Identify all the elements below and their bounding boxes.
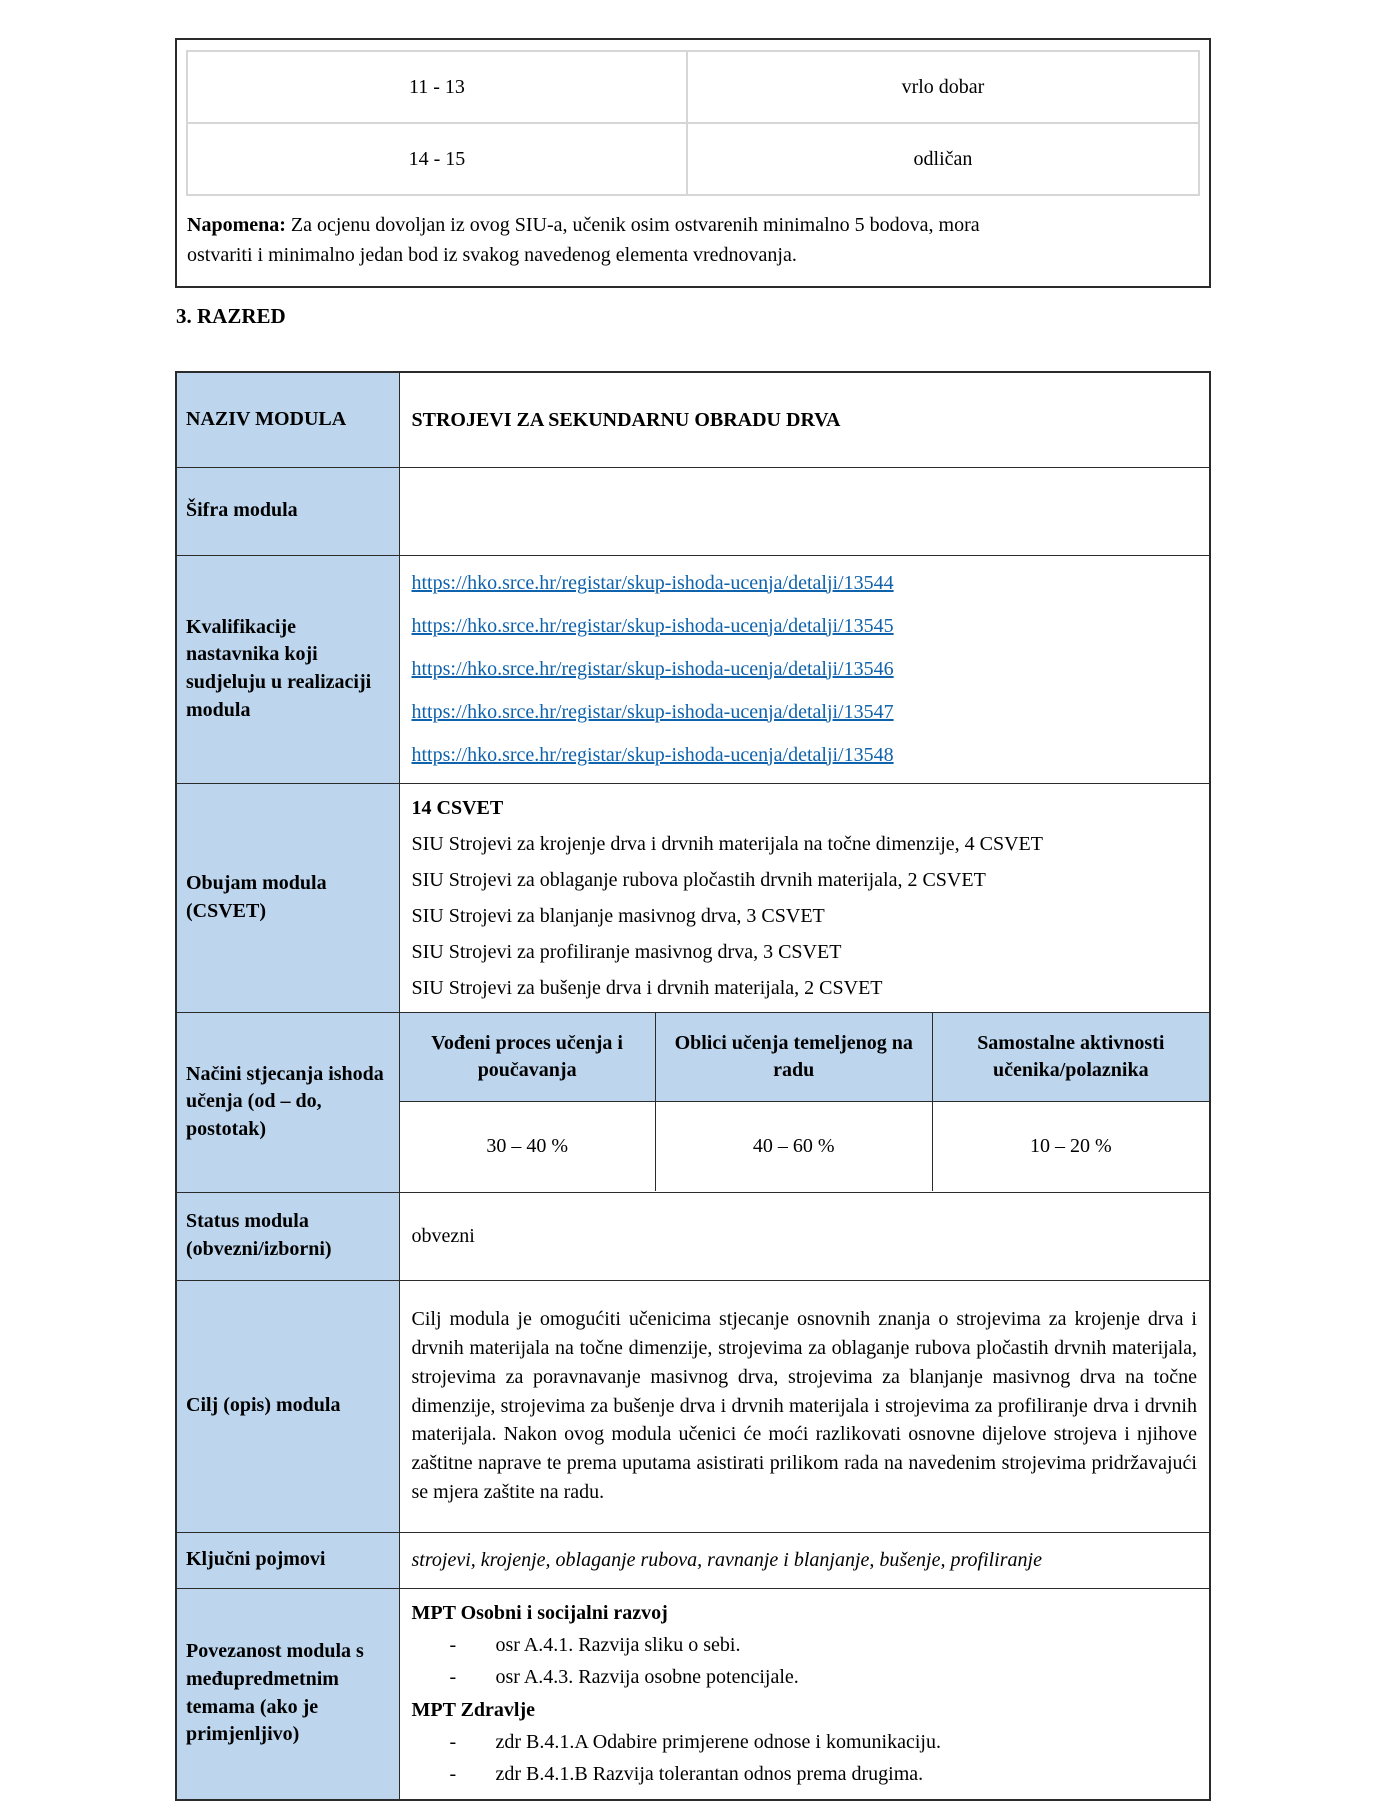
csvet-line: SIU Strojevi za oblaganje rubova pločastih drvnih materijala, 2 CSVET <box>411 868 986 891</box>
learning-modes-cell <box>399 1012 1210 1192</box>
cross-curricular-cell <box>399 1588 1210 1800</box>
csvet-line: SIU Strojevi za bušenje drva i drvnih materijala, 2 CSVET <box>411 976 883 999</box>
section-heading: 3. RAZRED <box>176 304 286 328</box>
bullet-dash: - <box>449 1633 457 1656</box>
row-label-obujam: Obujam modula (CSVET) <box>176 783 399 1012</box>
csvet-cell <box>399 783 1210 1012</box>
subtable-header-row <box>400 1013 1210 1101</box>
table-row-sifra-modula <box>176 467 1210 555</box>
csvet-line: SIU Strojevi za profiliranje masivnog drva, 3 CSVET <box>411 940 842 963</box>
module-name-value: STROJEVI ZA SEKUNDARNU OBRADU DRVA <box>399 372 1210 467</box>
learning-modes-subtable <box>400 1013 1210 1191</box>
list-item-text: zdr B.4.1.B Razvija tolerantan odnos prema drugima. <box>495 1763 924 1786</box>
table-row <box>187 123 1199 195</box>
grade-cell: vrlo dobar <box>687 51 1199 123</box>
row-label-povezanost: Povezanost modula s međupredmetnim temama (ako je primjenljivo) <box>176 1588 399 1800</box>
grade-scale-table <box>186 50 1200 196</box>
subtable-value-row <box>400 1101 1210 1191</box>
percentage-value: 10 – 20 % <box>932 1101 1209 1191</box>
hko-link[interactable]: https://hko.srce.hr/registar/skup-ishoda-ucenja/detalji/13544 <box>411 571 894 594</box>
row-label-status: Status modula (obvezni/izborni) <box>176 1192 399 1280</box>
table-row <box>187 51 1199 123</box>
table-row-status <box>176 1192 1210 1280</box>
list-item-text: zdr B.4.1.A Odabire primjerene odnose i komunikaciju. <box>495 1731 941 1754</box>
list-item <box>450 1629 1198 1661</box>
table-row-naziv-modula <box>176 372 1210 467</box>
row-label-cilj: Cilj (opis) modula <box>176 1280 399 1532</box>
goal-description: Cilj modula je omogućiti učenicima stjecanje osnovnih znanja o strojevima za krojenje drva i drvnih materijala na točne dimenzije, strojevima za oblaganje rubova pločastih drvnih materijala, strojevima za poravnavanje masivnog drva, strojevima za blanjanje masivnog drva na točne dimenzije, strojevima za bušenje drva i drvnih materijala i strojevima za profiliranje drva i drvnih materijala. Nakon ovog modula učenici će moći razlikovati osnovne dijelove strojeva i njihove zaštitne naprave te prema uputama asistirati prilikom rada na navedenim strojevima pridržavajući se mjera zaštite na radu. <box>399 1280 1210 1532</box>
list-item-text: osr A.4.1. Razvija sliku o sebi. <box>495 1633 741 1656</box>
mpt-group-heading: MPT Osobni i socijalni razvoj <box>411 1601 668 1624</box>
csvet-line: SIU Strojevi za krojenje drva i drvnih materijala na točne dimenzije, 4 CSVET <box>411 832 1043 855</box>
row-label-sifra-modula: Šifra modula <box>176 467 399 555</box>
list-item-text: osr A.4.3. Razvija osobne potencijale. <box>495 1666 799 1689</box>
note-text: Za ocjenu dovoljan iz ovog SIU-a, učenik osim ostvarenih minimalno 5 bodova, mora ostvariti i minimalno jedan bod iz svakog navedenog elementa vrednovanja. <box>187 214 980 266</box>
table-row-obujam <box>176 783 1210 1012</box>
qualification-links-cell <box>399 555 1210 783</box>
list-item <box>450 1661 1198 1693</box>
points-range-cell: 11 - 13 <box>187 51 687 123</box>
row-label-nacini-stjecanja: Načini stjecanja ishoda učenja (od – do, postotak) <box>176 1012 399 1192</box>
table-row-kljucni-pojmovi <box>176 1532 1210 1588</box>
subtable-header: Samostalne aktivnosti učenika/polaznika <box>932 1013 1209 1101</box>
row-label-kvalifikacije: Kvalifikacije nastavnika koji sudjeluju u realizaciji modula <box>176 555 399 783</box>
list-item <box>450 1726 1198 1758</box>
module-code-value <box>399 467 1210 555</box>
key-terms-value: strojevi, krojenje, oblaganje rubova, ravnanje i blanjanje, bušenje, profiliranje <box>399 1532 1210 1588</box>
bullet-dash: - <box>449 1763 457 1786</box>
table-row-povezanost <box>176 1588 1210 1800</box>
subtable-header: Vođeni proces učenja i poučavanja <box>400 1013 656 1101</box>
hko-link[interactable]: https://hko.srce.hr/registar/skup-ishoda-ucenja/detalji/13545 <box>411 614 894 637</box>
csvet-total: 14 CSVET <box>411 796 504 819</box>
hko-link[interactable]: https://hko.srce.hr/registar/skup-ishoda-ucenja/detalji/13548 <box>411 743 894 766</box>
hko-link[interactable]: https://hko.srce.hr/registar/skup-ishoda-ucenja/detalji/13546 <box>411 657 894 680</box>
percentage-value: 40 – 60 % <box>655 1101 932 1191</box>
points-range-cell: 14 - 15 <box>187 123 687 195</box>
note-label: Napomena: <box>187 214 286 236</box>
table-row-nacini-stjecanja <box>176 1012 1210 1192</box>
percentage-value: 30 – 40 % <box>400 1101 656 1191</box>
bullet-dash: - <box>449 1666 457 1689</box>
grade-cell: odličan <box>687 123 1199 195</box>
row-label-kljucni-pojmovi: Ključni pojmovi <box>176 1532 399 1588</box>
mpt-group-heading: MPT Zdravlje <box>411 1698 536 1721</box>
subtable-header: Oblici učenja temeljenog na radu <box>655 1013 932 1101</box>
csvet-line: SIU Strojevi za blanjanje masivnog drva, 3 CSVET <box>411 904 825 927</box>
table-row-cilj <box>176 1280 1210 1532</box>
bullet-dash: - <box>449 1731 457 1754</box>
status-value: obvezni <box>399 1192 1210 1280</box>
hko-link[interactable]: https://hko.srce.hr/registar/skup-ishoda-ucenja/detalji/13547 <box>411 700 894 723</box>
row-label-naziv-modula: NAZIV MODULA <box>176 372 399 467</box>
table-row-kvalifikacije <box>176 555 1210 783</box>
list-item <box>450 1758 1198 1790</box>
grading-note-box <box>175 38 1211 288</box>
module-table <box>175 371 1211 1801</box>
note-paragraph <box>187 210 1039 270</box>
